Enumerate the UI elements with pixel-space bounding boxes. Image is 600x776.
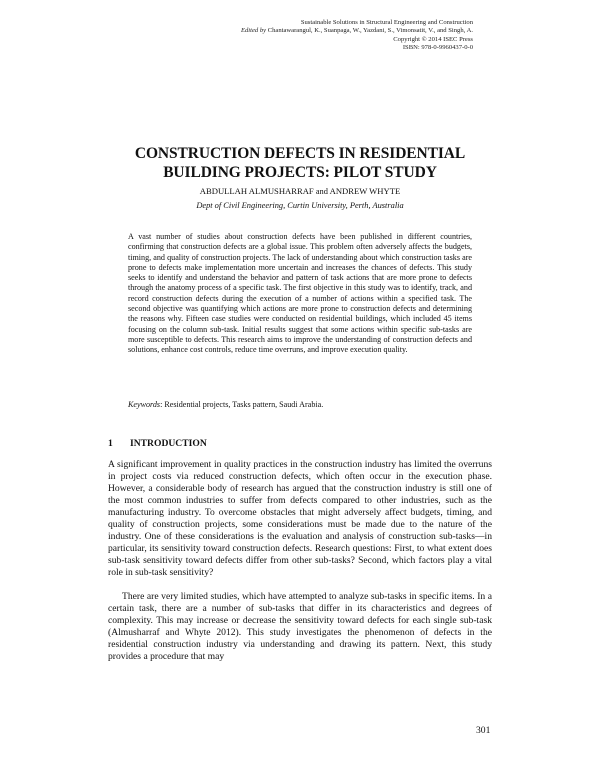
body-paragraph: A significant improvement in quality practices in the construction industry has limited the overruns in project costs via reduced construction defects, which often occur in the execution phase. However, a considerable body of research has argued that the construction industry is still one of the most common industries to suffer from defects compared to other industries, such as the manufacturing industry. To overcome obstacles that might adversely affect budgets, timing, and quality of construction projects, some considerations must be made due to the nature of the industry. One of these considerations is the evaluation and analysis of construction sub-tasks—in particular, its sensitivity toward construction defects. Research questions: First, to what extent does sub-task sensitivity toward defects differ from other sub-tasks? Second, which factors play a vital role in sub-task sensitivity? [108,459,492,579]
title-line-2: BUILDING PROJECTS: PILOT STUDY [163,164,437,181]
section-number: 1 [108,438,113,449]
author-2: ANDREW WHYTE [329,186,401,196]
title-line-1: CONSTRUCTION DEFECTS IN RESIDENTIAL [134,145,466,162]
section-heading [108,438,207,450]
keywords-text: : Residential projects, Tasks pattern, Saudi Arabia. [160,400,324,409]
edited-by-label: Edited by [240,27,267,35]
keywords-label: Keywords [128,400,161,409]
keywords [128,400,472,410]
section-title: INTRODUCTION [130,438,207,449]
paper-title [0,144,600,182]
isbn: ISBN: 978-0-9960437-0-0 [402,44,473,52]
authors [0,186,600,197]
copyright: Copyright © 2014 ISEC Press [393,35,473,43]
author-conjunction: and [315,187,328,196]
running-header [241,19,473,53]
editors: Chantawarangul, K., Suanpaga, W., Yazdani, S., Vimonsatit, V., and Singh, A. [267,27,473,35]
abstract: A vast number of studies about construction defects have been published in different countries, confirming that construction defects are a global issue. This problem often adversely affects the budgets, timing, and quality of construction projects. The lack of understanding about which construction tasks are prone to defects make implementation more uncertain and increases the chances of defects. This study seeks to identify and understand the behavior and pattern of task actions that are more prone to defects through the anatomy process of a specific task. The first objective in this study was to identify, track, and record construction defects during the execution of a number of actions within a specified task. The second objective was quantifying which actions are more prone to construction defects and determining the reasons why. Fifteen case studies were conducted on residential buildings, which included 45 items focusing on the column sub-task. Initial results suggest that some actions within specific sub-tasks are more susceptible to defects. This research aims to improve the understanding of construction defects and solutions, enhance cost controls, reduce time overruns, and improve execution quality. [128,232,472,355]
body-paragraph: There are very limited studies, which have attempted to analyze sub-tasks in specific items. In a certain task, there are a number of sub-tasks that differ in its characteristics and degrees of complexity. This may increase or decrease the sensitivity toward defects for each single sub-task (Almusharraf and Whyte 2012). This study investigates the phenomenon of defects in the residential construction industry via understanding and drawing its pattern. Next, this study provides a procedure that may [108,591,492,663]
page-number: 301 [476,725,491,736]
book-title: Sustainable Solutions in Structural Engineering and Construction [300,19,473,26]
editors-line [241,27,473,35]
author-1: ABDULLAH ALMUSHARRAF [199,186,314,196]
affiliation: Dept of Civil Engineering, Curtin University, Perth, Australia [196,201,404,210]
